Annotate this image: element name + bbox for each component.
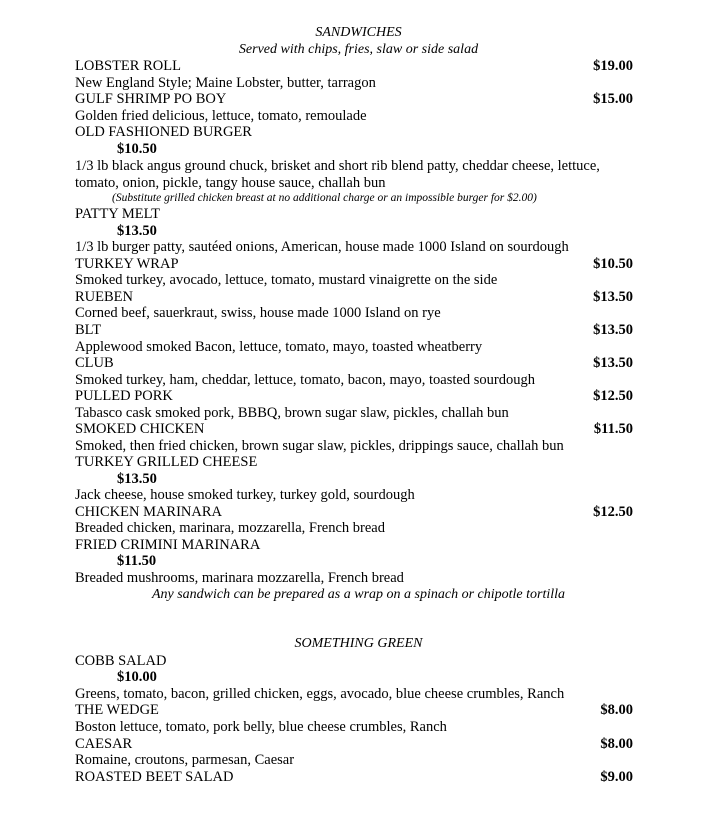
item-price: $13.50 <box>593 289 633 305</box>
item-name: CAESAR <box>75 736 133 752</box>
item-price: $10.50 <box>593 256 633 272</box>
item-name: PULLED PORK <box>75 388 173 404</box>
section-title-green: SOMETHING GREEN <box>294 636 423 651</box>
item-price: $10.00 <box>117 669 157 685</box>
section-title-sandwiches: SANDWICHES <box>315 25 402 40</box>
section-subtitle-sandwiches: Served with chips, fries, slaw or side salad <box>238 42 479 57</box>
item-price: $11.50 <box>117 553 157 569</box>
item-price: $8.00 <box>600 702 633 718</box>
item-name: BLT <box>75 322 102 338</box>
item-price: $8.00 <box>600 736 633 752</box>
item-name: COBB SALAD <box>75 653 167 669</box>
item-name: TURKEY WRAP <box>75 256 179 272</box>
item-price: $10.50 <box>117 141 157 157</box>
item-description: Romaine, croutons, parmesan, Caesar <box>75 752 295 768</box>
item-description: Applewood smoked Bacon, lettuce, tomato, mayo, toasted wheatberry <box>75 339 483 355</box>
item-description: Smoked turkey, avocado, lettuce, tomato, mustard vinaigrette on the side <box>75 272 498 288</box>
item-price: $12.50 <box>593 504 633 520</box>
item-price: $13.50 <box>593 322 633 338</box>
item-name: ROASTED BEET SALAD <box>75 769 234 785</box>
item-name: GULF SHRIMP PO BOY <box>75 91 227 107</box>
item-name: RUEBEN <box>75 289 133 305</box>
item-description: Golden fried delicious, lettuce, tomato, remoulade <box>75 108 367 124</box>
item-description: Tabasco cask smoked pork, BBBQ, brown sugar slaw, pickles, challah bun <box>75 405 509 421</box>
item-price: $11.50 <box>593 421 633 437</box>
item-price: $12.50 <box>593 388 633 404</box>
item-price: $9.00 <box>600 769 633 785</box>
item-name: FRIED CRIMINI MARINARA <box>75 537 261 553</box>
item-price: $13.50 <box>593 355 633 371</box>
item-description: Smoked turkey, ham, cheddar, lettuce, tomato, bacon, mayo, toasted sourdough <box>75 372 535 388</box>
item-price: $19.00 <box>593 58 633 74</box>
item-price: $13.50 <box>117 471 157 487</box>
item-description: Corned beef, sauerkraut, swiss, house made 1000 Island on rye <box>75 305 441 321</box>
item-price: $15.00 <box>593 91 633 107</box>
item-description: Greens, tomato, bacon, grilled chicken, eggs, avocado, blue cheese crumbles, Ranch <box>75 686 565 702</box>
item-description: 1/3 lb burger patty, sautéed onions, American, house made 1000 Island on sourdough <box>75 239 569 255</box>
item-description: Boston lettuce, tomato, pork belly, blue cheese crumbles, Ranch <box>75 719 447 735</box>
item-name: PATTY MELT <box>75 206 161 222</box>
sandwich-footnote: Any sandwich can be prepared as a wrap on a spinach or chipotle tortilla <box>151 587 566 602</box>
item-name: CLUB <box>75 355 114 371</box>
item-price: $13.50 <box>117 223 157 239</box>
item-name: OLD FASHIONED BURGER <box>75 124 252 140</box>
item-note: (Substitute grilled chicken breast at no additional charge or an impossible burger for $2.00) <box>112 192 537 204</box>
item-name: SMOKED CHICKEN <box>75 421 205 437</box>
item-name: LOBSTER ROLL <box>75 58 181 74</box>
item-name: CHICKEN MARINARA <box>75 504 223 520</box>
item-description: Breaded chicken, marinara, mozzarella, French bread <box>75 520 385 536</box>
item-description: Smoked, then fried chicken, brown sugar slaw, pickles, drippings sauce, challah bun <box>75 438 564 454</box>
item-description: Breaded mushrooms, marinara mozzarella, French bread <box>75 570 404 586</box>
item-description: New England Style; Maine Lobster, butter, tarragon <box>75 75 376 91</box>
item-name: THE WEDGE <box>75 702 159 718</box>
item-description: Jack cheese, house smoked turkey, turkey gold, sourdough <box>75 487 415 503</box>
item-name: TURKEY GRILLED CHEESE <box>75 454 258 470</box>
item-description: 1/3 lb black angus ground chuck, brisket and short rib blend patty, cheddar cheese, lettuce, tomato, onion, pickle, tangy house sauce, challah bun <box>75 158 600 191</box>
